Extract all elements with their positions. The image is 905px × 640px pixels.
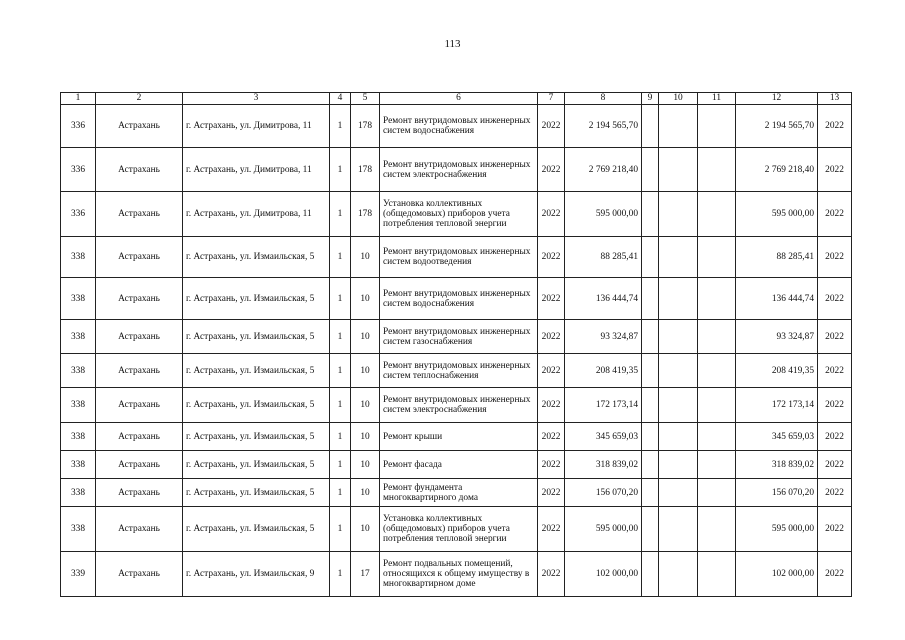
table-body <box>61 105 852 597</box>
col4-cell: 1 <box>330 451 351 479</box>
col9-cell <box>642 148 659 192</box>
column-header: 10 <box>659 93 698 105</box>
col10-cell <box>659 237 698 278</box>
total-cost-cell: 208 419,35 <box>736 354 818 388</box>
end-year-cell: 2022 <box>818 507 852 552</box>
cost-cell: 595 000,00 <box>565 192 642 237</box>
col5-cell: 17 <box>351 552 380 597</box>
col4-cell: 1 <box>330 237 351 278</box>
col5-cell: 10 <box>351 354 380 388</box>
col11-cell <box>698 507 736 552</box>
total-cost-cell: 88 285,41 <box>736 237 818 278</box>
row-number-cell: 338 <box>61 237 96 278</box>
table-row <box>61 278 852 320</box>
col9-cell <box>642 354 659 388</box>
col10-cell <box>659 105 698 148</box>
col5-cell: 10 <box>351 320 380 354</box>
city-cell: Астрахань <box>96 237 183 278</box>
year-cell: 2022 <box>538 354 565 388</box>
column-header: 2 <box>96 93 183 105</box>
cost-cell: 93 324,87 <box>565 320 642 354</box>
cost-cell: 156 070,20 <box>565 479 642 507</box>
city-cell: Астрахань <box>96 388 183 423</box>
work-type-cell: Установка коллективных (общедомовых) приборов учета потребления тепловой энергии <box>380 507 538 552</box>
table-row <box>61 423 852 451</box>
col9-cell <box>642 388 659 423</box>
col9-cell <box>642 105 659 148</box>
col10-cell <box>659 192 698 237</box>
capital-repair-table <box>60 92 852 597</box>
end-year-cell: 2022 <box>818 148 852 192</box>
row-number-cell: 338 <box>61 278 96 320</box>
column-header: 7 <box>538 93 565 105</box>
work-type-cell: Ремонт крыши <box>380 423 538 451</box>
work-type-cell: Ремонт внутридомовых инженерных систем электроснабжения <box>380 388 538 423</box>
end-year-cell: 2022 <box>818 479 852 507</box>
table-row <box>61 320 852 354</box>
address-cell: г. Астрахань, ул. Димитрова, 11 <box>183 192 330 237</box>
col9-cell <box>642 507 659 552</box>
col11-cell <box>698 237 736 278</box>
col10-cell <box>659 423 698 451</box>
year-cell: 2022 <box>538 388 565 423</box>
work-type-cell: Ремонт внутридомовых инженерных систем водоотведения <box>380 237 538 278</box>
year-cell: 2022 <box>538 451 565 479</box>
city-cell: Астрахань <box>96 479 183 507</box>
row-number-cell: 336 <box>61 192 96 237</box>
year-cell: 2022 <box>538 192 565 237</box>
city-cell: Астрахань <box>96 507 183 552</box>
col10-cell <box>659 552 698 597</box>
table-row <box>61 237 852 278</box>
year-cell: 2022 <box>538 237 565 278</box>
table-row <box>61 388 852 423</box>
year-cell: 2022 <box>538 507 565 552</box>
year-cell: 2022 <box>538 105 565 148</box>
cost-cell: 345 659,03 <box>565 423 642 451</box>
col5-cell: 178 <box>351 105 380 148</box>
col9-cell <box>642 423 659 451</box>
total-cost-cell: 595 000,00 <box>736 192 818 237</box>
column-header: 9 <box>642 93 659 105</box>
col11-cell <box>698 192 736 237</box>
year-cell: 2022 <box>538 148 565 192</box>
table-row <box>61 354 852 388</box>
work-type-cell: Ремонт подвальных помещений, относящихся к общему имуществу в многоквартирном доме <box>380 552 538 597</box>
row-number-cell: 336 <box>61 105 96 148</box>
col4-cell: 1 <box>330 148 351 192</box>
col9-cell <box>642 192 659 237</box>
column-header: 11 <box>698 93 736 105</box>
col11-cell <box>698 388 736 423</box>
city-cell: Астрахань <box>96 148 183 192</box>
end-year-cell: 2022 <box>818 451 852 479</box>
table-row <box>61 105 852 148</box>
address-cell: г. Астрахань, ул. Измаильская, 5 <box>183 388 330 423</box>
end-year-cell: 2022 <box>818 192 852 237</box>
city-cell: Астрахань <box>96 192 183 237</box>
col5-cell: 10 <box>351 507 380 552</box>
work-type-cell: Ремонт внутридомовых инженерных систем теплоснабжения <box>380 354 538 388</box>
col4-cell: 1 <box>330 320 351 354</box>
col4-cell: 1 <box>330 192 351 237</box>
row-number-cell: 339 <box>61 552 96 597</box>
col4-cell: 1 <box>330 278 351 320</box>
col4-cell: 1 <box>330 479 351 507</box>
col5-cell: 10 <box>351 237 380 278</box>
total-cost-cell: 2 194 565,70 <box>736 105 818 148</box>
row-number-cell: 338 <box>61 320 96 354</box>
column-header: 4 <box>330 93 351 105</box>
end-year-cell: 2022 <box>818 423 852 451</box>
row-number-cell: 338 <box>61 354 96 388</box>
address-cell: г. Астрахань, ул. Измаильская, 5 <box>183 507 330 552</box>
col4-cell: 1 <box>330 354 351 388</box>
end-year-cell: 2022 <box>818 354 852 388</box>
col4-cell: 1 <box>330 388 351 423</box>
work-type-cell: Ремонт фасада <box>380 451 538 479</box>
address-cell: г. Астрахань, ул. Измаильская, 5 <box>183 278 330 320</box>
col10-cell <box>659 388 698 423</box>
col11-cell <box>698 479 736 507</box>
cost-cell: 2 769 218,40 <box>565 148 642 192</box>
col10-cell <box>659 148 698 192</box>
col9-cell <box>642 479 659 507</box>
row-number-cell: 338 <box>61 451 96 479</box>
row-number-cell: 336 <box>61 148 96 192</box>
row-number-cell: 338 <box>61 423 96 451</box>
col11-cell <box>698 148 736 192</box>
col11-cell <box>698 278 736 320</box>
col5-cell: 10 <box>351 388 380 423</box>
column-header: 5 <box>351 93 380 105</box>
year-cell: 2022 <box>538 552 565 597</box>
col10-cell <box>659 451 698 479</box>
column-header: 3 <box>183 93 330 105</box>
city-cell: Астрахань <box>96 552 183 597</box>
total-cost-cell: 93 324,87 <box>736 320 818 354</box>
total-cost-cell: 102 000,00 <box>736 552 818 597</box>
column-header: 6 <box>380 93 538 105</box>
column-number-row <box>61 93 852 105</box>
total-cost-cell: 345 659,03 <box>736 423 818 451</box>
total-cost-cell: 136 444,74 <box>736 278 818 320</box>
col11-cell <box>698 423 736 451</box>
col11-cell <box>698 354 736 388</box>
col10-cell <box>659 278 698 320</box>
col5-cell: 10 <box>351 479 380 507</box>
city-cell: Астрахань <box>96 354 183 388</box>
col4-cell: 1 <box>330 552 351 597</box>
table-row <box>61 451 852 479</box>
address-cell: г. Астрахань, ул. Измаильская, 5 <box>183 320 330 354</box>
column-header: 1 <box>61 93 96 105</box>
table-row <box>61 479 852 507</box>
year-cell: 2022 <box>538 423 565 451</box>
cost-cell: 208 419,35 <box>565 354 642 388</box>
address-cell: г. Астрахань, ул. Измаильская, 5 <box>183 451 330 479</box>
total-cost-cell: 2 769 218,40 <box>736 148 818 192</box>
col4-cell: 1 <box>330 105 351 148</box>
col11-cell <box>698 105 736 148</box>
col11-cell <box>698 552 736 597</box>
work-type-cell: Ремонт внутридомовых инженерных систем газоснабжения <box>380 320 538 354</box>
col5-cell: 10 <box>351 451 380 479</box>
address-cell: г. Астрахань, ул. Измаильская, 5 <box>183 479 330 507</box>
work-type-cell: Ремонт фундамента многоквартирного дома <box>380 479 538 507</box>
cost-cell: 136 444,74 <box>565 278 642 320</box>
end-year-cell: 2022 <box>818 105 852 148</box>
address-cell: г. Астрахань, ул. Димитрова, 11 <box>183 148 330 192</box>
col9-cell <box>642 451 659 479</box>
col11-cell <box>698 320 736 354</box>
total-cost-cell: 318 839,02 <box>736 451 818 479</box>
cost-cell: 88 285,41 <box>565 237 642 278</box>
work-type-cell: Ремонт внутридомовых инженерных систем водоснабжения <box>380 278 538 320</box>
table-row <box>61 192 852 237</box>
total-cost-cell: 172 173,14 <box>736 388 818 423</box>
total-cost-cell: 156 070,20 <box>736 479 818 507</box>
end-year-cell: 2022 <box>818 552 852 597</box>
city-cell: Астрахань <box>96 451 183 479</box>
address-cell: г. Астрахань, ул. Измаильская, 5 <box>183 237 330 278</box>
column-header: 8 <box>565 93 642 105</box>
cost-cell: 172 173,14 <box>565 388 642 423</box>
table-row <box>61 507 852 552</box>
col5-cell: 178 <box>351 148 380 192</box>
col10-cell <box>659 507 698 552</box>
col4-cell: 1 <box>330 507 351 552</box>
end-year-cell: 2022 <box>818 278 852 320</box>
total-cost-cell: 595 000,00 <box>736 507 818 552</box>
year-cell: 2022 <box>538 320 565 354</box>
city-cell: Астрахань <box>96 423 183 451</box>
address-cell: г. Астрахань, ул. Измаильская, 5 <box>183 423 330 451</box>
city-cell: Астрахань <box>96 105 183 148</box>
address-cell: г. Астрахань, ул. Измаильская, 9 <box>183 552 330 597</box>
city-cell: Астрахань <box>96 320 183 354</box>
cost-cell: 595 000,00 <box>565 507 642 552</box>
col10-cell <box>659 354 698 388</box>
col10-cell <box>659 320 698 354</box>
end-year-cell: 2022 <box>818 237 852 278</box>
row-number-cell: 338 <box>61 388 96 423</box>
city-cell: Астрахань <box>96 278 183 320</box>
year-cell: 2022 <box>538 278 565 320</box>
col9-cell <box>642 552 659 597</box>
work-type-cell: Установка коллективных (общедомовых) приборов учета потребления тепловой энергии <box>380 192 538 237</box>
page-number: 113 <box>444 38 461 50</box>
col9-cell <box>642 320 659 354</box>
cost-cell: 102 000,00 <box>565 552 642 597</box>
col5-cell: 10 <box>351 278 380 320</box>
table-row <box>61 148 852 192</box>
year-cell: 2022 <box>538 479 565 507</box>
cost-cell: 2 194 565,70 <box>565 105 642 148</box>
col9-cell <box>642 237 659 278</box>
work-type-cell: Ремонт внутридомовых инженерных систем электроснабжения <box>380 148 538 192</box>
table-row <box>61 552 852 597</box>
col11-cell <box>698 451 736 479</box>
work-type-cell: Ремонт внутридомовых инженерных систем водоснабжения <box>380 105 538 148</box>
col4-cell: 1 <box>330 423 351 451</box>
cost-cell: 318 839,02 <box>565 451 642 479</box>
column-header: 13 <box>818 93 852 105</box>
row-number-cell: 338 <box>61 507 96 552</box>
col5-cell: 10 <box>351 423 380 451</box>
row-number-cell: 338 <box>61 479 96 507</box>
column-header: 12 <box>736 93 818 105</box>
col10-cell <box>659 479 698 507</box>
col9-cell <box>642 278 659 320</box>
end-year-cell: 2022 <box>818 320 852 354</box>
address-cell: г. Астрахань, ул. Измаильская, 5 <box>183 354 330 388</box>
col5-cell: 178 <box>351 192 380 237</box>
end-year-cell: 2022 <box>818 388 852 423</box>
address-cell: г. Астрахань, ул. Димитрова, 11 <box>183 105 330 148</box>
